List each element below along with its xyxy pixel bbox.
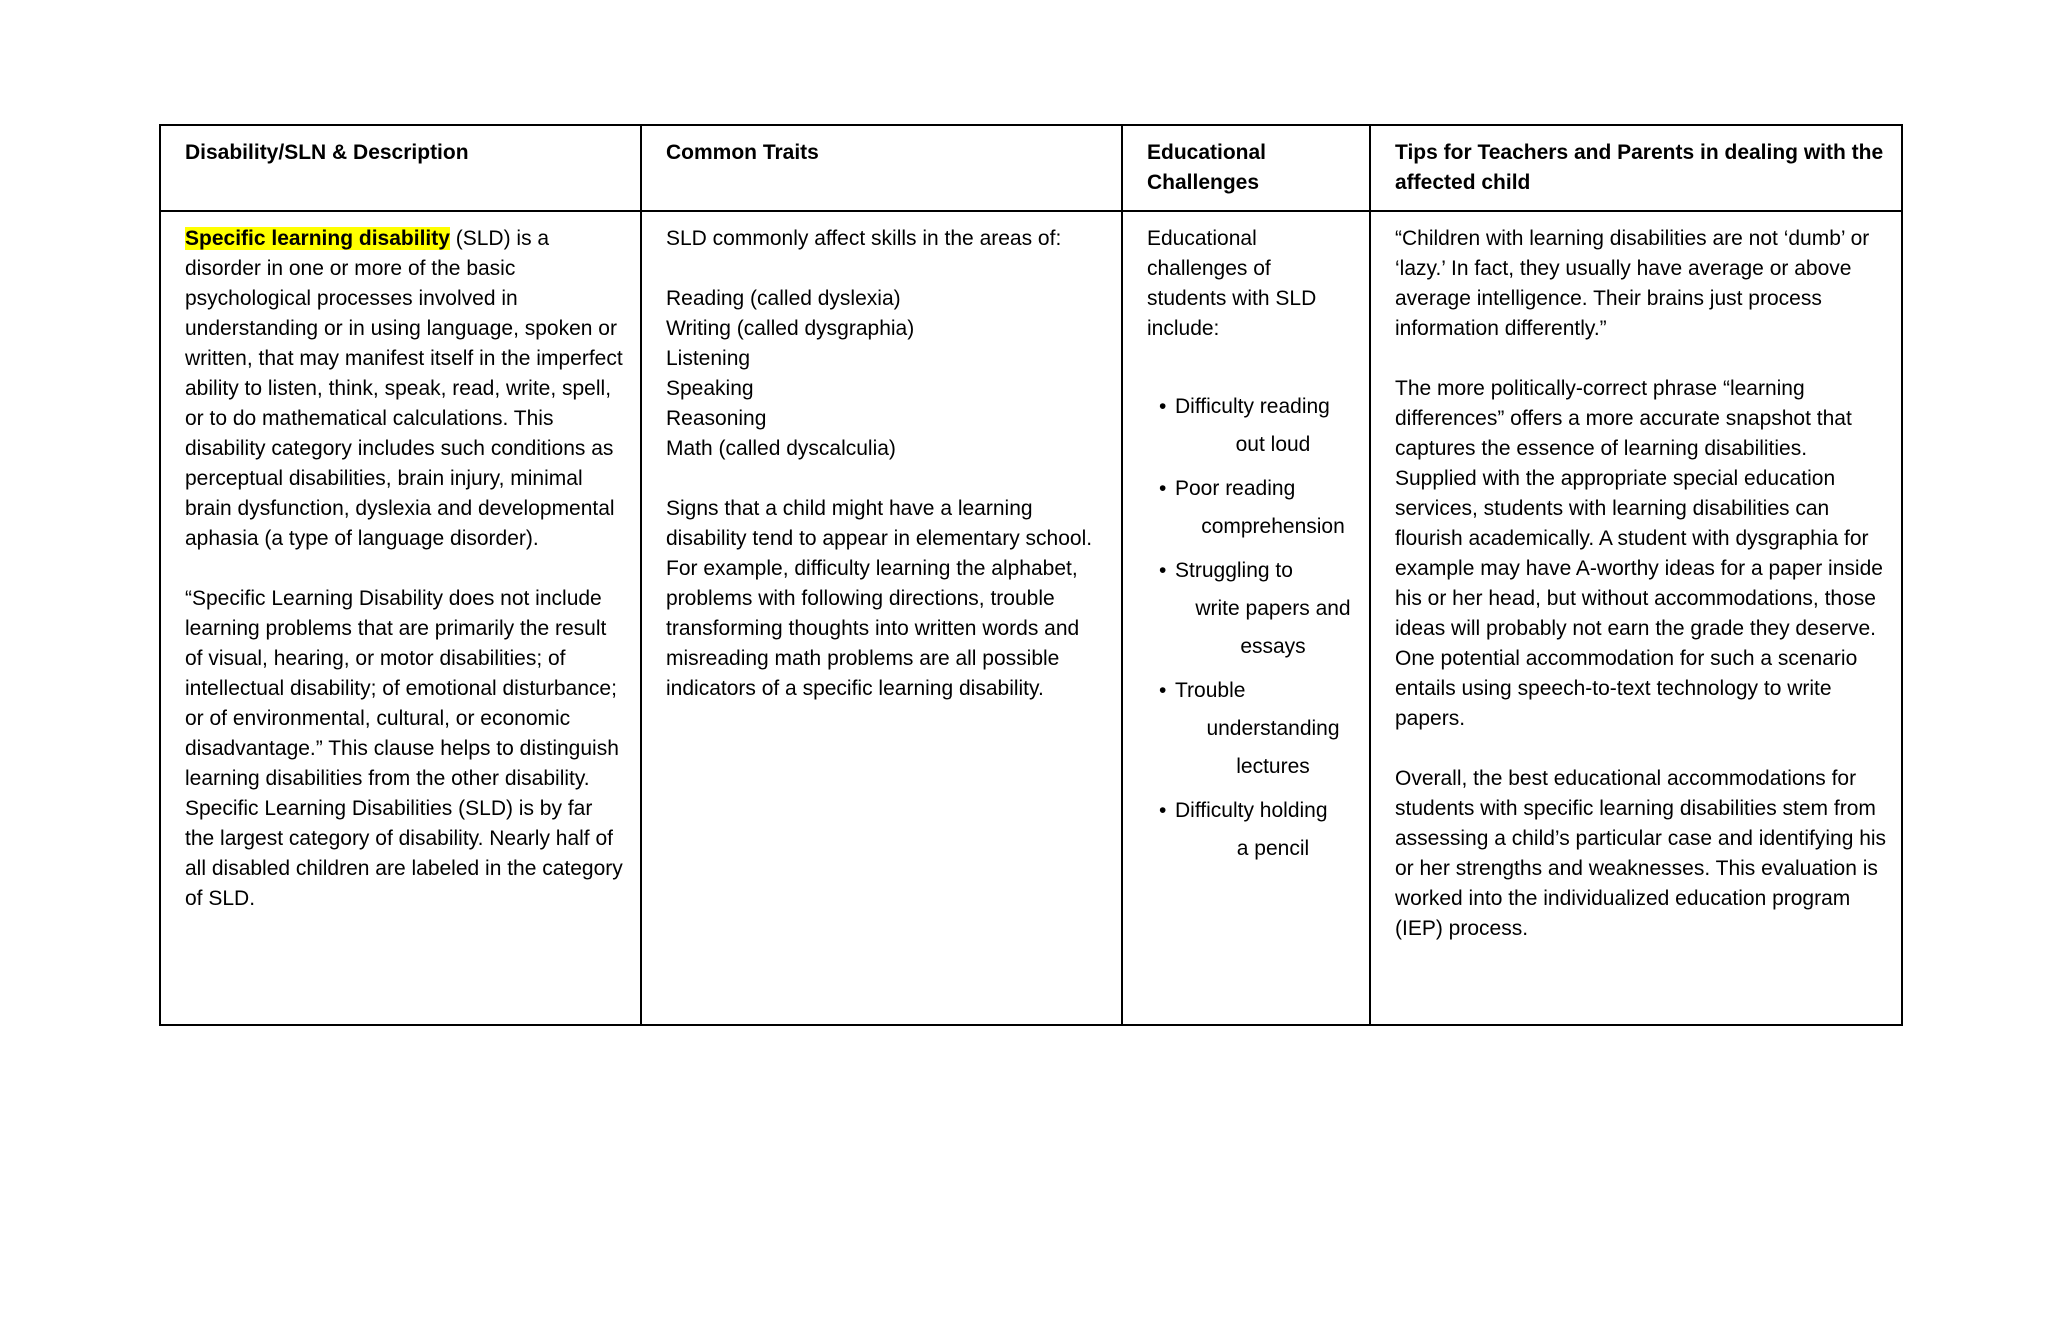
description-paragraph-1 — [185, 224, 626, 554]
challenges-intro: Educational challenges of students with SLD include: — [1147, 227, 1317, 340]
tips-cell — [1370, 211, 1902, 1025]
bullet-icon: • — [1159, 799, 1167, 822]
challenge-item — [1147, 388, 1355, 464]
traits-area-item: Listening — [666, 347, 751, 370]
header-common-traits: Common Traits — [641, 125, 1122, 211]
sld-info-table — [159, 124, 1903, 1026]
highlighted-term: Specific learning disability — [185, 227, 450, 250]
traits-areas-list — [666, 284, 1107, 464]
content-row — [160, 211, 1902, 1025]
challenge-item-rest: a pencil — [1236, 837, 1310, 860]
challenge-item — [1147, 792, 1355, 868]
traits-signs: Signs that a child might have a learning disability tend to appear in elementary school. For example, difficulty learning the alphabet, problems with following directions, trouble transforming thoughts into written words and misreading math problems are all possible indicators of a specific learning disability. — [666, 497, 1093, 700]
traits-area-item: Reading (called dyslexia) — [666, 287, 901, 310]
traits-cell — [641, 211, 1122, 1025]
challenge-item-first: Trouble — [1175, 679, 1246, 702]
header-disability-description: Disability/SLN & Description — [160, 125, 641, 211]
header-row — [160, 125, 1902, 211]
challenge-item-rest: comprehension — [1201, 515, 1345, 538]
description-cell — [160, 211, 641, 1025]
challenge-item-first: Poor reading — [1175, 477, 1296, 500]
challenge-item-rest: understanding lectures — [1206, 717, 1340, 778]
traits-area-item: Writing (called dysgraphia) — [666, 317, 915, 340]
header-tips: Tips for Teachers and Parents in dealing with the affected child — [1370, 125, 1902, 211]
traits-area-item: Math (called dyscalculia) — [666, 437, 896, 460]
traits-intro: SLD commonly affect skills in the areas of: — [666, 227, 1062, 250]
challenge-item-first: Struggling to — [1175, 559, 1293, 582]
challenges-list — [1147, 388, 1355, 868]
tips-paragraph-2: The more politically-correct phrase “learning differences” offers a more accurate snapshot that captures the essence of learning disabilities. Supplied with the appropriate special education services, students with learning disabilities can flourish academically. A student with dysgraphia for example may have A-worthy ideas for a paper inside his or her head, but without accommodations, those ideas will probably not earn the grade they deserve. One potential accommodation for such a scenario entails using speech-to-text technology to write papers. — [1395, 377, 1883, 730]
bullet-icon: • — [1159, 477, 1167, 500]
tips-paragraph-1: “Children with learning disabilities are not ‘dumb’ or ‘lazy.’ In fact, they usually have average or above average intelligence. Their brains just process information differently.” — [1395, 227, 1870, 340]
bullet-icon: • — [1159, 559, 1167, 582]
tips-paragraph-3: Overall, the best educational accommodations for students with specific learning disabilities stem from assessing a child’s particular case and identifying his or her strengths and weaknesses. This evaluation is worked into the individualized education program (IEP) process. — [1395, 767, 1887, 940]
traits-area-item: Reasoning — [666, 407, 767, 430]
header-educational-challenges: Educational Challenges — [1122, 125, 1370, 211]
challenge-item-first: Difficulty holding — [1175, 799, 1328, 822]
challenge-item — [1147, 552, 1355, 666]
challenges-cell — [1122, 211, 1370, 1025]
challenge-item-rest: write papers and essays — [1195, 597, 1351, 658]
description-paragraph-1-text: (SLD) is a disorder in one or more of the basic psychological processes involved in understanding or in using language, spoken or written, that may manifest itself in the imperfect ability to listen, think, speak, read, write, spell, or to do mathematical calculations. This disability category includes such conditions as perceptual disabilities, brain injury, minimal brain dysfunction, dyslexia and developmental aphasia (a type of language disorder). — [185, 227, 623, 550]
challenge-item-rest: out loud — [1235, 433, 1311, 456]
challenge-item — [1147, 672, 1355, 786]
challenge-item — [1147, 470, 1355, 546]
challenge-item-first: Difficulty reading — [1175, 395, 1330, 418]
traits-area-item: Speaking — [666, 377, 754, 400]
bullet-icon: • — [1159, 679, 1167, 702]
bullet-icon: • — [1159, 395, 1167, 418]
description-paragraph-2: “Specific Learning Disability does not include learning problems that are primarily the result of visual, hearing, or motor disabilities; of intellectual disability; of emotional disturbance; or of environmental, cultural, or economic disadvantage.” This clause helps to distinguish learning disabilities from the other disability. Specific Learning Disabilities (SLD) is by far the largest category of disability. Nearly half of all disabled children are labeled in the category of SLD. — [185, 587, 623, 910]
